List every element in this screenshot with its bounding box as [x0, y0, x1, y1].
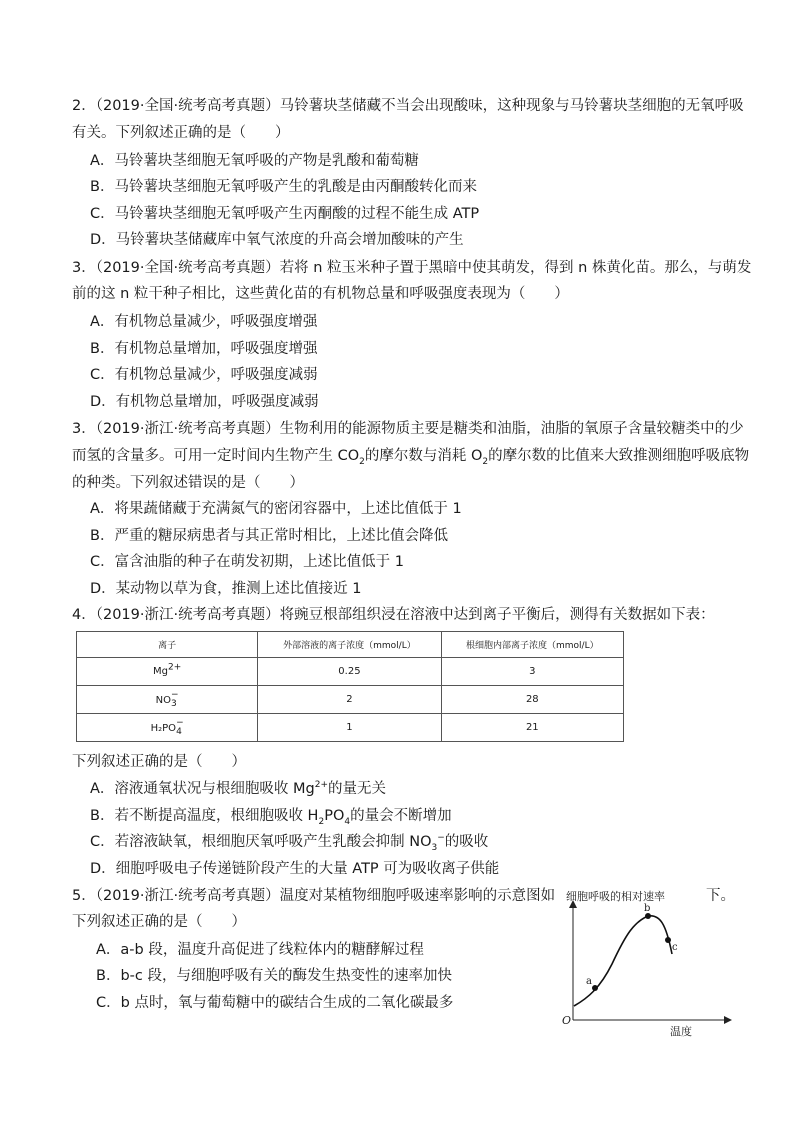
origin-label: O	[562, 1014, 572, 1027]
question-3b-option-b: B．严重的糖尿病患者与其正常时相比，上述比值会降低	[90, 528, 448, 544]
ion-cell: H₂PO − 4	[77, 714, 258, 742]
table-row	[77, 714, 624, 742]
point-c-label: c	[672, 942, 678, 953]
point-a-marker	[592, 985, 598, 991]
point-c-marker	[665, 937, 671, 943]
question-3a-option-a: A．有机物总量减少，呼吸强度增强	[90, 314, 318, 330]
question-3b-stem-line1: 3．（2019·浙江·统考高考真题）生物利用的能源物质主要是糖类和油脂，油脂的氧原子含量较糖类中的少	[72, 421, 744, 437]
question-3a-option-c: C．有机物总量减少，呼吸强度减弱	[90, 367, 318, 383]
question-2-option-c: C．马铃薯块茎细胞无氧呼吸产生丙酮酸的过程不能生成 ATP	[90, 206, 480, 222]
question-3b-option-d: D．某动物以草为食，推测上述比值接近 1	[90, 581, 362, 597]
outer-concentration-cell: 2	[258, 686, 441, 714]
question-4-prompt: 下列叙述正确的是（ ）	[72, 754, 246, 770]
question-3a-option-b: B．有机物总量增加，呼吸强度增强	[90, 341, 318, 357]
x-axis-label: 温度	[670, 1025, 692, 1038]
table-row	[77, 658, 624, 686]
y-axis-label: 细胞呼吸的相对速率	[566, 890, 665, 903]
ion-concentration-table	[76, 631, 624, 742]
table-header-cell: 离子	[77, 632, 258, 658]
question-5-option-c: C．b 点时，氧与葡萄糖中的碳结合生成的二氧化碳最多	[96, 995, 454, 1011]
question-4-option-d: D．细胞呼吸电子传递链阶段产生的大量 ATP 可为吸收离子供能	[90, 861, 500, 877]
question-3a-option-d: D．有机物总量增加，呼吸强度减弱	[90, 394, 319, 410]
question-3b-stem-line3: 的种类。下列叙述错误的是（ ）	[72, 475, 304, 491]
table-header-cell: 外部溶液的离子浓度（mmol/L）	[258, 632, 441, 658]
question-2-stem-line1: 2．（2019·全国·统考高考真题）马铃薯块茎储藏不当会出现酸味，这种现象与马铃薯块茎细胞的无氧呼吸	[72, 98, 744, 114]
question-5-stem-line2: 下列叙述正确的是（ ）	[72, 914, 246, 930]
question-4-stem: 4．（2019·浙江·统考高考真题）将豌豆根部组织浸在溶液中达到离子平衡后，测得有关数据如下表：	[72, 607, 715, 623]
outer-concentration-cell: 0.25	[258, 658, 441, 686]
question-4-option-c: C．若溶液缺氧，根细胞厌氧呼吸产生乳酸会抑制 $NO_3^-$的吸收	[90, 833, 489, 853]
question-3b-option-a: A．将果蔬储藏于充满氮气的密闭容器中，上述比值低于 1	[90, 501, 462, 517]
inner-concentration-cell: 21	[441, 714, 623, 742]
question-3a-stem-line2: 前的这 n 粒干种子相比，这些黄化苗的有机物总量和呼吸强度表现为（ ）	[72, 286, 569, 302]
rate-curve	[574, 916, 672, 1006]
question-2-option-b: B．马铃薯块茎细胞无氧呼吸产生的乳酸是由丙酮酸转化而来	[90, 179, 477, 195]
ion-cell: $Mg^{2+}$	[77, 658, 258, 686]
table-row	[77, 686, 624, 714]
outer-concentration-cell: 1	[258, 714, 441, 742]
question-3a-stem-line1: 3．（2019·全国·统考高考真题）若将 n 粒玉米种子置于黑暗中使其萌发，得到 n 株黄化苗。那么，与萌发	[72, 260, 752, 276]
inner-concentration-cell: 28	[441, 686, 623, 714]
point-b-label: b	[644, 903, 651, 914]
question-3b-stem-line2: 而氢的含量多。可用一定时间内生物产生 $CO_2$的摩尔数与消耗 $O_2$的摩尔数的比值来大致推测细胞呼吸底物	[72, 448, 750, 467]
table-header-cell: 根细胞内部离子浓度（mmol/L）	[441, 632, 623, 658]
question-4-option-a: A．溶液通氧状况与根细胞吸收 $Mg^{2+}$的量无关	[90, 780, 387, 797]
question-4-option-b: B．若不断提高温度，根细胞吸收 $H_2PO_4$的量会不断增加	[90, 808, 452, 827]
question-5-stem-line1: 5．（2019·浙江·统考高考真题）温度对某植物细胞呼吸速率影响的示意图如	[72, 888, 556, 904]
question-5-stem-tail: 下。	[706, 888, 735, 904]
question-3b-option-c: C．富含油脂的种子在萌发初期，上述比值低于 1	[90, 554, 404, 570]
point-a-label: a	[586, 976, 592, 987]
question-5-option-b: B．b-c 段，与细胞呼吸有关的酶发生热变性的速率加快	[96, 968, 452, 984]
question-2-option-a: A．马铃薯块茎细胞无氧呼吸的产物是乳酸和葡萄糖	[90, 153, 419, 169]
question-2-option-d: D．马铃薯块茎储藏库中氧气浓度的升高会增加酸味的产生	[90, 232, 464, 248]
question-5-option-a: A．a-b 段，温度升高促进了线粒体内的糖酵解过程	[96, 942, 424, 958]
ion-cell: NO − 3	[77, 686, 258, 714]
question-2-stem-line2: 有关。下列叙述正确的是（ ）	[72, 125, 290, 141]
table-header-row	[77, 632, 624, 658]
inner-concentration-cell: 3	[441, 658, 623, 686]
respiration-rate-diagram	[558, 888, 738, 1038]
